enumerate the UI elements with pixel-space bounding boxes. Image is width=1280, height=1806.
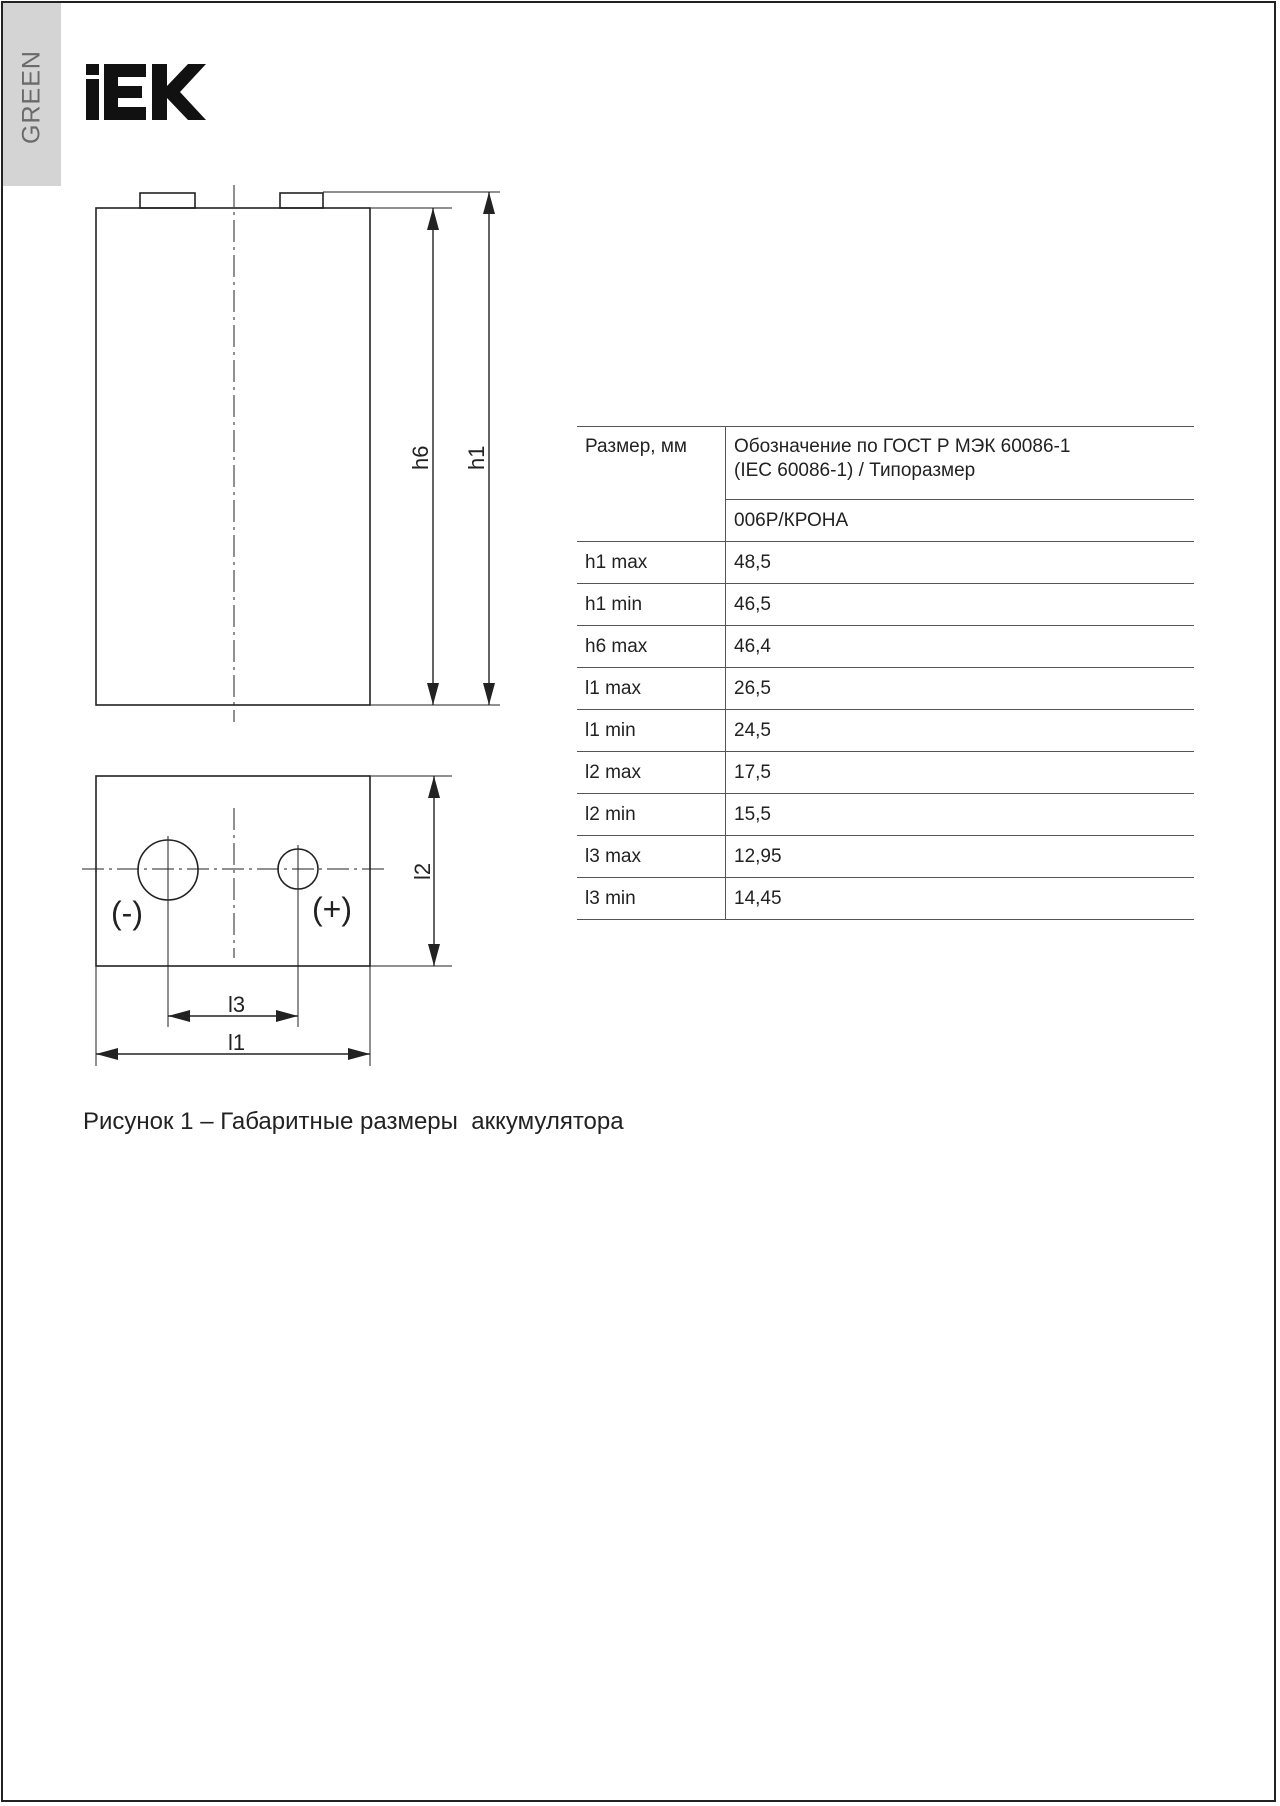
header-designation-line1: Обозначение по ГОСТ Р МЭК 60086-1: [734, 436, 1071, 457]
side-tab-label: GREEN: [17, 50, 46, 144]
row-value: 12,95: [726, 836, 1195, 878]
table-row: [577, 626, 1194, 668]
row-name: h6 max: [577, 626, 726, 668]
l3-label: l3: [228, 992, 246, 1017]
table-header-row: [577, 427, 1194, 500]
terminal-negative-top: [140, 193, 195, 208]
row-value: 14,45: [726, 878, 1195, 920]
type-label-cell: 006P/КРОНА: [726, 500, 1195, 542]
dimensions-table: [577, 426, 1194, 920]
row-name: l1 max: [577, 668, 726, 710]
row-name: l1 min: [577, 710, 726, 752]
row-name: h1 min: [577, 584, 726, 626]
battery-top: [96, 776, 370, 966]
row-name: l3 min: [577, 878, 726, 920]
row-value: 17,5: [726, 752, 1195, 794]
row-value: 46,5: [726, 584, 1195, 626]
table-row: [577, 584, 1194, 626]
table-row: [577, 668, 1194, 710]
row-value: 48,5: [726, 542, 1195, 584]
table-row: [577, 542, 1194, 584]
l2-label: l2: [410, 862, 435, 880]
row-name: l2 max: [577, 752, 726, 794]
header-designation-line2: (IEC 60086-1) / Типоразмер: [734, 460, 976, 481]
h6-label: h6: [408, 445, 433, 470]
row-value: 46,4: [726, 626, 1195, 668]
table-row: [577, 794, 1194, 836]
h1-label: h1: [464, 445, 489, 470]
terminal-positive-label: (+): [312, 891, 352, 927]
row-name: h1 max: [577, 542, 726, 584]
table-row: [577, 752, 1194, 794]
row-name: l2 min: [577, 794, 726, 836]
figure-caption: Рисунок 1 – Габаритные размеры аккумулятора: [83, 1108, 624, 1135]
table-row: [577, 836, 1194, 878]
table-row: [577, 710, 1194, 752]
header-designation-cell: [726, 427, 1195, 500]
row-name: l3 max: [577, 836, 726, 878]
battery-body: [96, 208, 370, 705]
row-value: 24,5: [726, 710, 1195, 752]
row-value: 26,5: [726, 668, 1195, 710]
header-size-cell: Размер, мм: [577, 427, 726, 542]
table-row: [577, 878, 1194, 920]
row-value: 15,5: [726, 794, 1195, 836]
l1-label: l1: [228, 1030, 246, 1055]
terminal-negative-label: (-): [111, 895, 143, 931]
side-view: [96, 185, 500, 722]
terminal-positive-top: [280, 193, 323, 208]
